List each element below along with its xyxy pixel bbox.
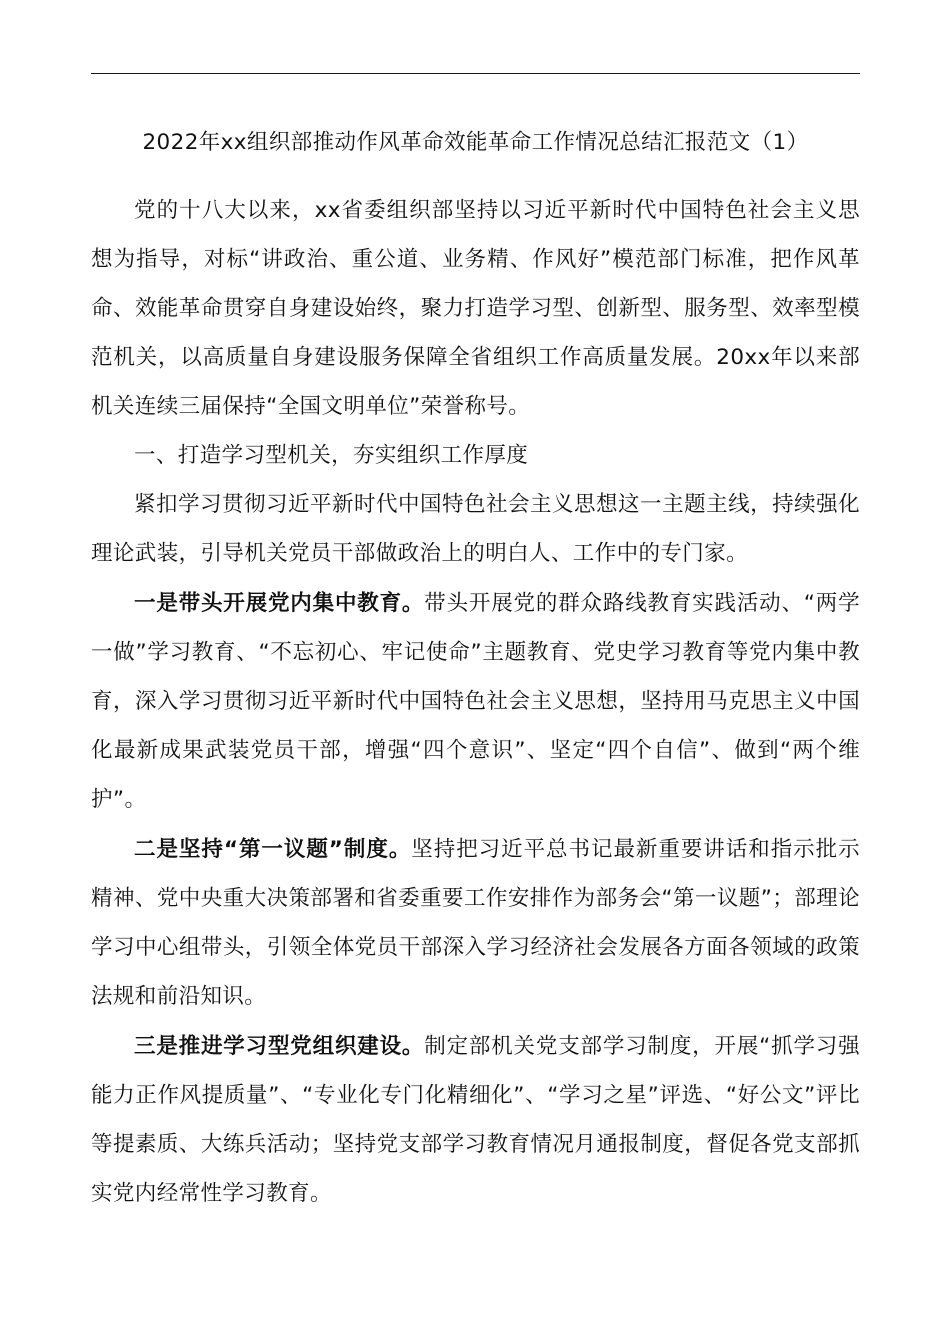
header-rule	[91, 73, 860, 74]
section-intro-paragraph: 紧扣学习贯彻习近平新时代中国特色社会主义思想这一主题主线，持续强化理论武装，引导机关党员干部做政治上的明白人、工作中的专门家。	[91, 492, 860, 566]
point-body-2: 坚持把习近平总书记最新重要讲话和指示批示精神、党中央重大决策部署和省委重要工作安排作为部务会“第一议题”；部理论学习中心组带头，引领全体党员干部深入学习经济社会发展各方面各领域的政策法规和前沿知识。	[91, 837, 860, 1009]
point-body-1: 带头开展党的群众路线教育实践活动、“两学一做”学习教育、“不忘初心、牢记使命”主题教育、党史学习教育等党内集中教育，深入学习贯彻习近平新时代中国特色社会主义思想，坚持用马克思主义中国化最新成果武装党员干部，增强“四个意识”、坚定“四个自信”、做到“两个维护”。	[91, 591, 860, 812]
point-paragraph-1	[91, 579, 860, 824]
document-body	[91, 123, 860, 1218]
point-lead-1: 一是带头开展党内集中教育。	[134, 591, 425, 616]
point-paragraph-3	[91, 1022, 860, 1218]
point-lead-2: 二是坚持“第一议题”制度。	[134, 837, 412, 862]
section-heading-1: 一、打造学习型机关，夯实组织工作厚度	[134, 443, 529, 468]
point-paragraph-2	[91, 825, 860, 1021]
document-title: 2022年xx组织部推动作风革命效能革命工作情况总结汇报范文（1）	[142, 130, 809, 155]
point-body-3: 制定部机关党支部学习制度，开展“抓学习强能力正作风提质量”、“专业化专门化精细化”、“学习之星”评选、“好公文”评比等提素质、大练兵活动；坚持党支部学习教育情况月通报制度，督促各党支部抓实党内经常性学习教育。	[91, 1034, 860, 1206]
intro-paragraph: 党的十八大以来，xx省委组织部坚持以习近平新时代中国特色社会主义思想为指导，对标“讲政治、重公道、业务精、作风好”模范部门标准，把作风革命、效能革命贯穿自身建设始终，聚力打造学习型、创新型、服务型、效率型模范机关，以高质量自身建设服务保障全省组织工作高质量发展。20xx年以来部机关连续三届保持“全国文明单位”荣誉称号。	[91, 198, 860, 419]
point-lead-3: 三是推进学习型党组织建设。	[134, 1034, 425, 1059]
